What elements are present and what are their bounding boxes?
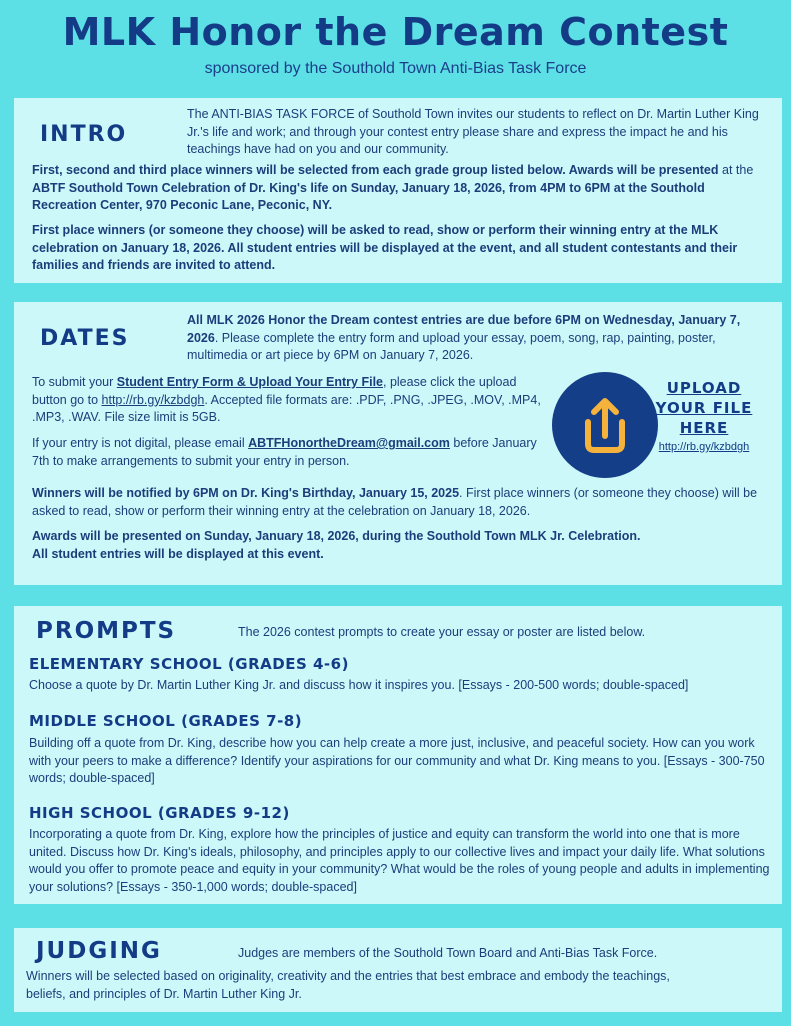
email-link[interactable]: ABTFHonortheDream@gmail.com (248, 436, 450, 450)
judging-text: Winners will be selected based on originality, creativity and the entries that best embrace and embody the teachings, beliefs, and principles of Dr. Martin Luther King Jr. (26, 969, 670, 1001)
prompts-panel (14, 606, 782, 904)
winners-normal: . First place winners (or someone they choose) will be asked to read, show or perform their winning entry at the celebration on January 18, 2026. (32, 486, 758, 518)
dates-lead (187, 312, 767, 365)
dates-submit (32, 374, 542, 427)
high-heading: HIGH SCHOOL (GRADES 9-12) (29, 804, 290, 822)
submit-url-link[interactable]: http://rb.gy/kzbdgh (101, 392, 205, 407)
awards-line-2: All student entries will be displayed at this event. (32, 546, 324, 561)
upload-file-link[interactable]: UPLOAD YOUR FILE HERE (655, 379, 753, 437)
winners-bold: Winners will be notified by 6PM on Dr. King's Birthday, January 15, 2025 (32, 486, 460, 500)
intro-lead: The ANTI-BIAS TASK FORCE of Southold Town invites our students to reflect on Dr. Martin Luther King Jr.'s life and work; and through your contest entry please share and express the impact he and his teachings have had on you and our community. (187, 107, 759, 156)
dates-panel (14, 302, 782, 585)
elementary-text: Choose a quote by Dr. Martin Luther King Jr. and discuss how it inspires you. [Essays - 200-500 words; double-spaced] (29, 678, 689, 692)
email-post: before January 7th to make arrangements to submit your entry in person. (32, 436, 537, 468)
intro-p1-rest: ABTF Southold Town Celebration of Dr. King's life on Sunday, January 18, 2026, from 4PM to 6PM at the Southold Recreation Center, 970 Peconic Lane, Peconic, NY. (32, 180, 705, 212)
submit-mid: , please click the upload button go to (32, 375, 517, 407)
middle-heading: MIDDLE SCHOOL (GRADES 7-8) (29, 712, 303, 730)
page-title: MLK Honor the Dream Contest (62, 10, 729, 54)
intro-p1-bold: First, second and third place winners will be selected from each grade group listed below. Awards will be presented (32, 163, 719, 177)
intro-p1-normal: at the (722, 163, 754, 177)
upload-button[interactable] (552, 372, 658, 478)
awards-line-1: Awards will be presented on Sunday, January 18, 2026, during the Southold Town MLK Jr. Celebration. (32, 529, 641, 543)
intro-panel (14, 98, 782, 283)
dates-email (32, 435, 542, 470)
dates-awards (32, 528, 772, 563)
email-pre: If your entry is not digital, please email (32, 436, 245, 450)
intro-paragraph-2: First place winners (or someone they choose) will be asked to read, show or perform their winning entry at the MLK celebration on January 18, 2026. All student entries will be displayed at the event, and all student contestants and their families and friends are invited to attend. (32, 223, 738, 272)
dates-winners (32, 485, 772, 520)
judging-panel (14, 928, 782, 1012)
dates-deadline: All MLK 2026 Honor the Dream contest entries are due before 6PM on Wednesday, January 7, 2026 (187, 313, 741, 345)
high-text: Incorporating a quote from Dr. King, explore how the principles of justice and equity can transform the world into one that is more united. Discuss how Dr. King's ideals, philosophy, and principles apply to our collective lives and impact your daily life. What solutions would you offer to promote peace and equity in your community? What would be the roles of young people and adults in implementing your solutions? [Essays - 350-1,000 words; double-spaced] (29, 827, 770, 894)
intro-heading: INTRO (40, 122, 128, 147)
middle-text: Building off a quote from Dr. King, describe how you can help create a more just, inclusive, and peaceful society. How can you work with your peers to make a difference? Identify your aspirations for our community and what Dr. King means to you. [Essays - 300-750 words; double-spaced] (29, 736, 765, 785)
judging-intro: Judges are members of the Southold Town Board and Anti-Bias Task Force. (238, 946, 658, 960)
prompts-heading: PROMPTS (36, 618, 177, 644)
entry-form-link[interactable]: Student Entry Form & Upload Your Entry File (116, 375, 383, 389)
upload-icon (552, 372, 658, 478)
submit-post: . Accepted file formats are: .PDF, .PNG, .JPEG, .MOV, .MP4, .MP3, .WAV. File size limit is 5GB. (32, 392, 541, 424)
upload-url-link[interactable]: http://rb.gy/kzbdgh (658, 441, 750, 453)
submit-pre: To submit your (32, 375, 114, 389)
elementary-heading: ELEMENTARY SCHOOL (GRADES 4-6) (29, 655, 349, 673)
prompts-intro: The 2026 contest prompts to create your essay or poster are listed below. (238, 625, 646, 639)
dates-lead-normal: . Please complete the entry form and upload your essay, poem, song, rap, painting, poster, multimedia or art piece by 6PM on January 7, 2026. (187, 330, 716, 362)
page-subtitle: sponsored by the Southold Town Anti-Bias Task Force (204, 60, 587, 77)
intro-paragraph-1 (32, 162, 772, 215)
dates-heading: DATES (40, 326, 130, 351)
judging-heading: JUDGING (36, 938, 162, 964)
